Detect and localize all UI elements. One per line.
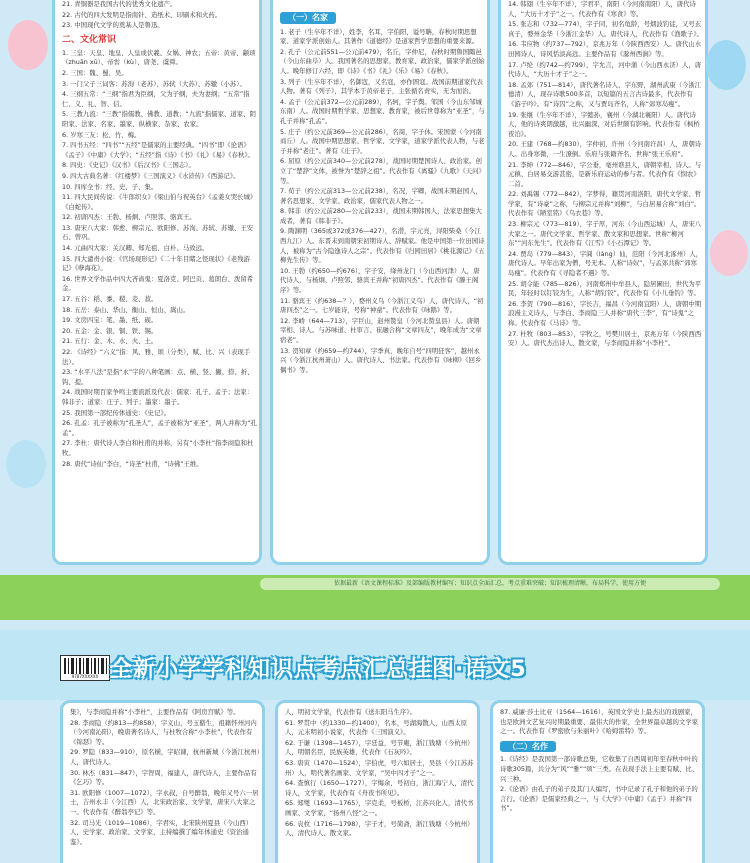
- list-item: 3. 列子（生卒年不详），名御寇，又名寇，亦作圄寇。战国前期道家代表人物。著有《列子》，其学本于黄帝老子，主张循名责实，无为而治。: [280, 77, 484, 96]
- list-item: 20. 五金：金、银、铜、铁、锡。: [62, 326, 158, 335]
- list-item: 1. 老子（生卒年不详），姓李，名耳，字伯阳，谥号聃，春秋时期思想家、道家学派创始人。其著作《道德经》是道家哲学思想的重要来源。: [280, 27, 479, 46]
- list-item: 18. 孟郊（751—814），唐代著名诗人，字东野，湖州武康（今浙江德清）人，现存诗歌500多首，以短篇的五言古诗最多，代表作有《游子吟》。有“诗囚”之称，又与贾岛齐名，人称“郊寒岛瘦”。: [508, 80, 702, 108]
- column-lower-middle: [285, 708, 475, 863]
- poster-title: 全新小学学科知识点考点汇总挂图·语文5: [110, 657, 527, 682]
- list-item: 2.《论语》由孔子的弟子及其门人编写，书中记录了孔子和他的弟子的言行。《论语》是儒家经典之一，与《大学》《中庸》《孟子》并称“四书”。: [500, 785, 698, 813]
- balloon-decoration: [6, 440, 46, 488]
- list-item: 16. 世界文学作品中四大吝啬鬼：夏洛克、阿巴贡、葛朗台、泼留希金。: [62, 274, 254, 293]
- list-item: 17. 五谷：稻、黍、稷、麦、菽。: [62, 295, 158, 304]
- list-item: 1. 三皇：天皇、地皇、人皇或伏羲、女娲、神农；五帝：黄帝、颛顼（zhuān xū）、帝喾（kù）、唐尧、虞舜。: [62, 48, 256, 67]
- balloon-decoration: [710, 230, 748, 276]
- list-item: 19. 张继（生卒年不详），字懿孙，襄州（今湖北襄阳）人。唐代诗人，他的诗爽朗激越，比兴幽深，对后世颇有影响。代表作有《枫桥夜泊》。: [508, 110, 700, 138]
- column-lower-right: [500, 708, 700, 863]
- list-item: 10. 王勃（约650—约676），字子安，绛州龙门（今山西河津）人，唐代诗人，与杨炯、卢照邻、骆宾王并称“初唐四杰”。代表作有《滕王阁序》等。: [280, 266, 480, 295]
- list-item: 人，明初文学家，代表作有《送东阳马生序》。: [285, 708, 417, 716]
- list-item: 22. 《诗经》“六义”指：风、雅、颂（分类），赋、比、兴（表现手法）。: [62, 348, 251, 366]
- list-item: 24. 战国时期百家争鸣主要流派及代表：儒家：孔子、孟子；法家：韩非子；道家：庄子、列子；墨家：墨子。: [62, 388, 254, 406]
- list-item: 87. 威廉·莎士比亚（1564—1616），英国文学史上最杰出的戏剧家，也是欧洲文艺复兴时期最重要、最伟大的作家，全世界最卓越的文学家之一。代表作有《罗密欧与朱丽叶》《哈姆雷特》等。: [500, 708, 699, 736]
- list-item: 62. 于谦（1398—1457），字廷益，号节庵，浙江钱塘（今杭州）人，明朝名臣，民族英雄，代表作《石灰吟》。: [285, 738, 474, 757]
- list-item: 29. 罗隐（833—910），原名横，字昭谏，杭州新城（今浙江杭州）人，唐代诗人。: [70, 748, 260, 766]
- list-item: 22. 刘禹锡（772—842），字梦得，籍贯河南洛阳，唐代文学家、哲学家，有“诗豪”之称，与柳宗元并称“刘柳”，与白居易合称“刘白”。代表作有《陋室铭》《乌衣巷》等。: [508, 190, 702, 218]
- list-item: 13. 贺知章（约659—约744），字季真，晚年自号“四明狂客”，越州永兴（今浙江杭州萧山）人。唐代诗人、书法家。代表作有《咏柳》《回乡偶书》等。: [280, 346, 482, 374]
- section-title-culture: 二、文化常识: [62, 34, 117, 45]
- list-item: 5. 三教九流：“三教”指儒教、佛教、道教；“九流”指儒家、道家、阴阳家、法家、名家、墨家、纵横家、杂家、农家。: [62, 110, 256, 128]
- list-item: 63. 唐寅（1470—1524），字伯虎，号六如居士，吴县（今江苏苏州）人，明代著名画家、文学家，“吴中四才子”之一。: [285, 758, 474, 777]
- sub-title-famous-people: （一）名家: [280, 12, 336, 24]
- list-item: 集》，与李商隐并称“小李杜”，主要作品有《阿房宫赋》等。: [70, 708, 240, 716]
- list-item: 7. 四书五经：“四书”“五经”是儒家的主要经典。“四书”即《论语》《孟子》《中庸》《大学》；“五经”指《诗》《书》《礼》《易》《春秋》。: [62, 141, 254, 159]
- list-item: 26. 李贺（790—816），字长吉，福昌（今河南宜阳）人，唐朝中期浪漫主义诗人，与李白、李商隐三人并称“唐代三李”，有“诗鬼”之称。代表作有《马诗》等。: [508, 299, 702, 327]
- list-item: 10. 四库全书：经、史、子、集。: [62, 182, 158, 191]
- famous-people-list-cont: [508, 0, 703, 349]
- list-item: 6. 岁寒三友：松、竹、梅。: [62, 130, 141, 139]
- list-item: 15. 张志和（732—774），字子同，初名龟龄，号烟波钓徒，又号玄真子，婺州金华（今浙江金华）人。唐代诗人，代表作有《渔歌子》。: [508, 20, 703, 38]
- list-item: 13. 唐宋八大家：韩愈、柳宗元、欧阳修、苏洵、苏轼、苏辙、王安石、曾巩。: [62, 223, 254, 242]
- list-item: 4. 三纲五常：“三纲”指君为臣纲，父为子纲，夫为妻纲；“五常”指仁、义、礼、智、信。: [62, 90, 250, 108]
- list-item: 2. 孔子（公元前551—公元前479），名丘，字仲尼，春秋时期鲁国陬邑（今山东曲阜）人。我国著名的思想家、教育家、政治家，儒家学派创始人。晚年修订六经，即《诗》《书》《礼》《乐》《易》《春秋》。: [280, 47, 485, 75]
- list-item: 17. 卢纶（约742—约799），字允言，河中蒲（今山西永济）人，唐代诗人，“大历十才子”之一。: [508, 60, 702, 79]
- list-item: 21. 青铜器是我国古代的优秀文化遗产。: [62, 0, 177, 8]
- list-item: 28. 李商隐（约813—约858），字义山，号玉谿生，祖籍怀州河内（今河南沁阳），晚唐著名诗人，与杜牧合称“小李杜”，代表作有《锦瑟》等。: [70, 718, 257, 746]
- list-item: 7. 荀子（约公元前313—公元前238），名况，字卿，战国末期赵国人，著名思想家、文学家、政治家，儒家代表人物之一。: [280, 187, 482, 205]
- list-item: 21. 李绅（772—846），字公垂，亳州谯县人，唐朝宰相、诗人。与元稹、白居易交游甚密，是新乐府运动的参与者。代表作有《悯农》二首。: [508, 160, 702, 188]
- list-item: 4. 孟子（公元前372—公元前289），名轲，字子舆。邹国（今山东邹城东南）人。战国时期哲学家、思想家、教育家，被后世尊称为“亚圣”，与孔子并称“孔孟”。: [280, 97, 485, 125]
- list-item: 27. 李杜：唐代诗人李白和杜甫的并称，另有“小李杜”指李商隐和杜牧。: [62, 439, 254, 457]
- list-item: 1.《诗经》是我国第一部诗歌总集，它收集了自西周初年至春秋中叶的诗歌305篇，共分为“风”“雅”“颂”三类。在表现手法上主要有赋、比、兴三种。: [500, 755, 699, 783]
- list-item: 20. 王建（768—约830），字仲初，许州（今河南许昌）人，唐朝诗人。出身寒微，一生潦倒。乐府与张籍齐名，世称“张王乐府”。: [508, 140, 702, 158]
- list-item: 25. 我国第一部纪传体通史：《史记》。: [62, 408, 171, 417]
- column-famous-people-cont: [508, 0, 703, 560]
- list-item: 31. 欧阳修（1007—1072），字永叔，自号醉翁，晚年又号六一居士，吉州永丰（今江西）人，北宋政治家、文学家，唐宋八大家之一。代表作有《醉翁亭记》等。: [70, 788, 259, 816]
- list-item: 65. 郑燮（1693—1765），字克柔，号板桥，江苏兴化人，清代书画家、文学家，“扬州八怪”之一。: [285, 799, 474, 817]
- list-item: 23. “水平八法”是指“永”字的八种笔画：点、横、竖、撇、捺、折、钩、提。: [62, 368, 254, 386]
- list-item: 16. 韦应物（约737—792），京兆万年（今陕西西安）人。唐代山水田园诗人，诗风恬淡高远。主要作品有《滁州西涧》等。: [508, 40, 702, 58]
- lower-left-list: [70, 708, 260, 847]
- footer-note: 依据最新《语文课程标准》及部编版教材编写；知识点全面汇总，考点重难突破；知识梳理清晰，布局科学，使用方便: [260, 578, 720, 590]
- list-item: 6. 屈原（约公元前340—公元前278），战国时期楚国诗人、政治家。创立了“楚辞”文体，被誉为“楚辞之祖”。代表作有《离骚》《九歌》《天问》等。: [280, 157, 485, 185]
- list-item: 19. 文房四宝：笔、墨、纸、砚。: [62, 316, 158, 325]
- list-item: 11. 四大民间传说：《牛郎织女》《梁山伯与祝英台》《孟姜女哭长城》《白蛇传》。: [62, 193, 257, 211]
- barcode-number: 9787XXXXXX: [71, 674, 99, 679]
- column-famous-people: [280, 0, 485, 560]
- column-lower-left: [70, 708, 260, 863]
- list-item: 64. 查慎行（1650—1727），字悔余，号初白，浙江海宁人，清代诗人，文学家，代表作有《舟夜书所见》。: [285, 779, 474, 797]
- list-item: 23. 中国现代文学的奠基人是鲁迅。: [62, 21, 164, 30]
- balloon-decoration: [706, 40, 746, 90]
- list-item: 27. 杜牧（803—853），字牧之，号樊川居士，京兆万年（今陕西西安）人。唐代杰出诗人、散文家，与李商隐并称“小李杜”。: [508, 329, 702, 348]
- list-item: 24. 贾岛（779—843），字阆（làng）仙，范阳（今河北涿州）人，唐代诗人。早年出家为僧，号无本。人称“诗奴”，与孟郊共称“郊寒岛瘦”。代表作有《寻隐者不遇》等。: [508, 249, 703, 278]
- list-item: 9. 四大古典名著：《红楼梦》《三国演义》《水浒传》《西游记》。: [62, 171, 240, 180]
- list-item: 8. 四史：《史记》《汉书》《后汉书》《三国志》。: [62, 161, 195, 170]
- intro-list: [62, 0, 257, 31]
- barcode: [60, 655, 110, 681]
- list-item: 32. 司马光（1019—1086），字君实，北宋陕州夏县（今山西）人，史学家、政治家、文学家，主持编撰了编年体通史《资治通鉴》。: [70, 818, 253, 846]
- list-item: 12. 初唐四杰：王勃、杨炯、卢照邻、骆宾王。: [62, 213, 196, 222]
- list-item: 5. 庄子（约公元前369—公元前286），名周，字子休。宋国蒙（今河南商丘）人。战国中期思想家、哲学家、文学家，道家学派代表人物，与老子并称“老庄”。著有《庄子》。: [280, 127, 485, 155]
- list-item: 9. 陶渊明（365或372或376—427），名潜，字元亮，浔阳柴桑（今江西九江）人。东晋末到南朝宋初期诗人、辞赋家。他是中国第一位田园诗人，被称为“古今隐逸诗人之宗”。代表作有《归园田居》《桃花源记》《五柳先生传》等。: [280, 227, 485, 265]
- list-item: 28. 唐代“诗仙”李白，“诗圣”杜甫，“诗佛”王维。: [62, 459, 203, 468]
- list-item: 22. 古代的四大发明是指南针、造纸术、印刷术和火药。: [62, 10, 222, 19]
- list-item: 14. 元曲四大家：关汉卿、郑光祖、白朴、马致远。: [62, 244, 209, 253]
- list-item: 14. 韩翃（生卒年不详），字君平，南阳（今河南南阳）人，唐代诗人，“大历十才子”之一。代表作有《寒食》等。: [508, 0, 696, 18]
- list-item: 2. 三国：魏、蜀、吴。: [62, 68, 128, 77]
- list-item: 21. 五行：金、木、水、火、土。: [62, 337, 158, 346]
- list-item: 12. 李峤（644—713），字巨山，赵州赞皇（今河北赞皇县）人。唐朝宰相、诗人。与苏味道、杜审言、崔融合称“文章四友”，晚年成为“文章宿老”。: [280, 316, 482, 344]
- balloon-decoration: [8, 20, 48, 70]
- famous-people-list: [280, 28, 485, 376]
- list-item: 8. 韩非（约公元前280—公元前233），战国末期韩国人，法家思想集大成者，著有《韩非子》。: [280, 207, 482, 225]
- list-item: 26. 孔孟：孔子被称为“孔圣人”，孟子被称为“亚圣”，两人并称为“孔孟”。: [62, 419, 257, 437]
- list-item: 11. 骆宾王（约638—？），婺州义乌（今浙江义乌）人，唐代诗人，“初唐四杰”之一。七岁能诗，号称“神童”。代表作有《咏鹅》等。: [280, 296, 484, 315]
- list-item: 30. 林杰（831—847），字智周，福建人，唐代诗人，主要作品有《乞巧》等。: [70, 768, 257, 787]
- lower-right-list: [500, 708, 700, 737]
- lower-middle-list: [285, 708, 475, 839]
- sub-title-famous-works: （二）名作: [500, 741, 556, 753]
- list-item: 25. 胡令能（785—826），河南郑州中牟县人，隐居圃田，世代为平民，年轻时以钉铰为生，人称“胡钉铰”。代表作有《小儿垂钓》等。: [508, 279, 702, 298]
- culture-list: [62, 49, 257, 469]
- list-item: 15. 四大谴责小说：《官场现形记》《二十年目睹之怪现状》《老残游记》《孽海花》。: [62, 254, 250, 273]
- list-item: 18. 五岳：泰山、华山、衡山、恒山、嵩山。: [62, 305, 190, 314]
- list-item: 61. 罗贯中（约1330—约1400），名本，号湖海散人，山西太原人，元末明初小说家，代表作《三国演义》。: [285, 718, 468, 737]
- list-item: 3. 一门父子三词客：苏洵（老苏）、苏轼（大苏）、苏辙（小苏）。: [62, 79, 246, 88]
- list-item: 23. 柳宗元（773—819），字子厚，河东（今山西运城）人，唐宋八大家之一。唐代文学家、哲学家、散文家和思想家。世称“柳河东”“河东先生”。代表作有《江雪》《小石潭记》等。: [508, 220, 702, 248]
- column-culture: [62, 0, 257, 560]
- famous-works-list: [500, 755, 700, 814]
- list-item: 66. 袁枚（1716—1798），字子才，号简斋，浙江钱塘（今杭州）人，清代诗人、散文家。: [285, 819, 474, 838]
